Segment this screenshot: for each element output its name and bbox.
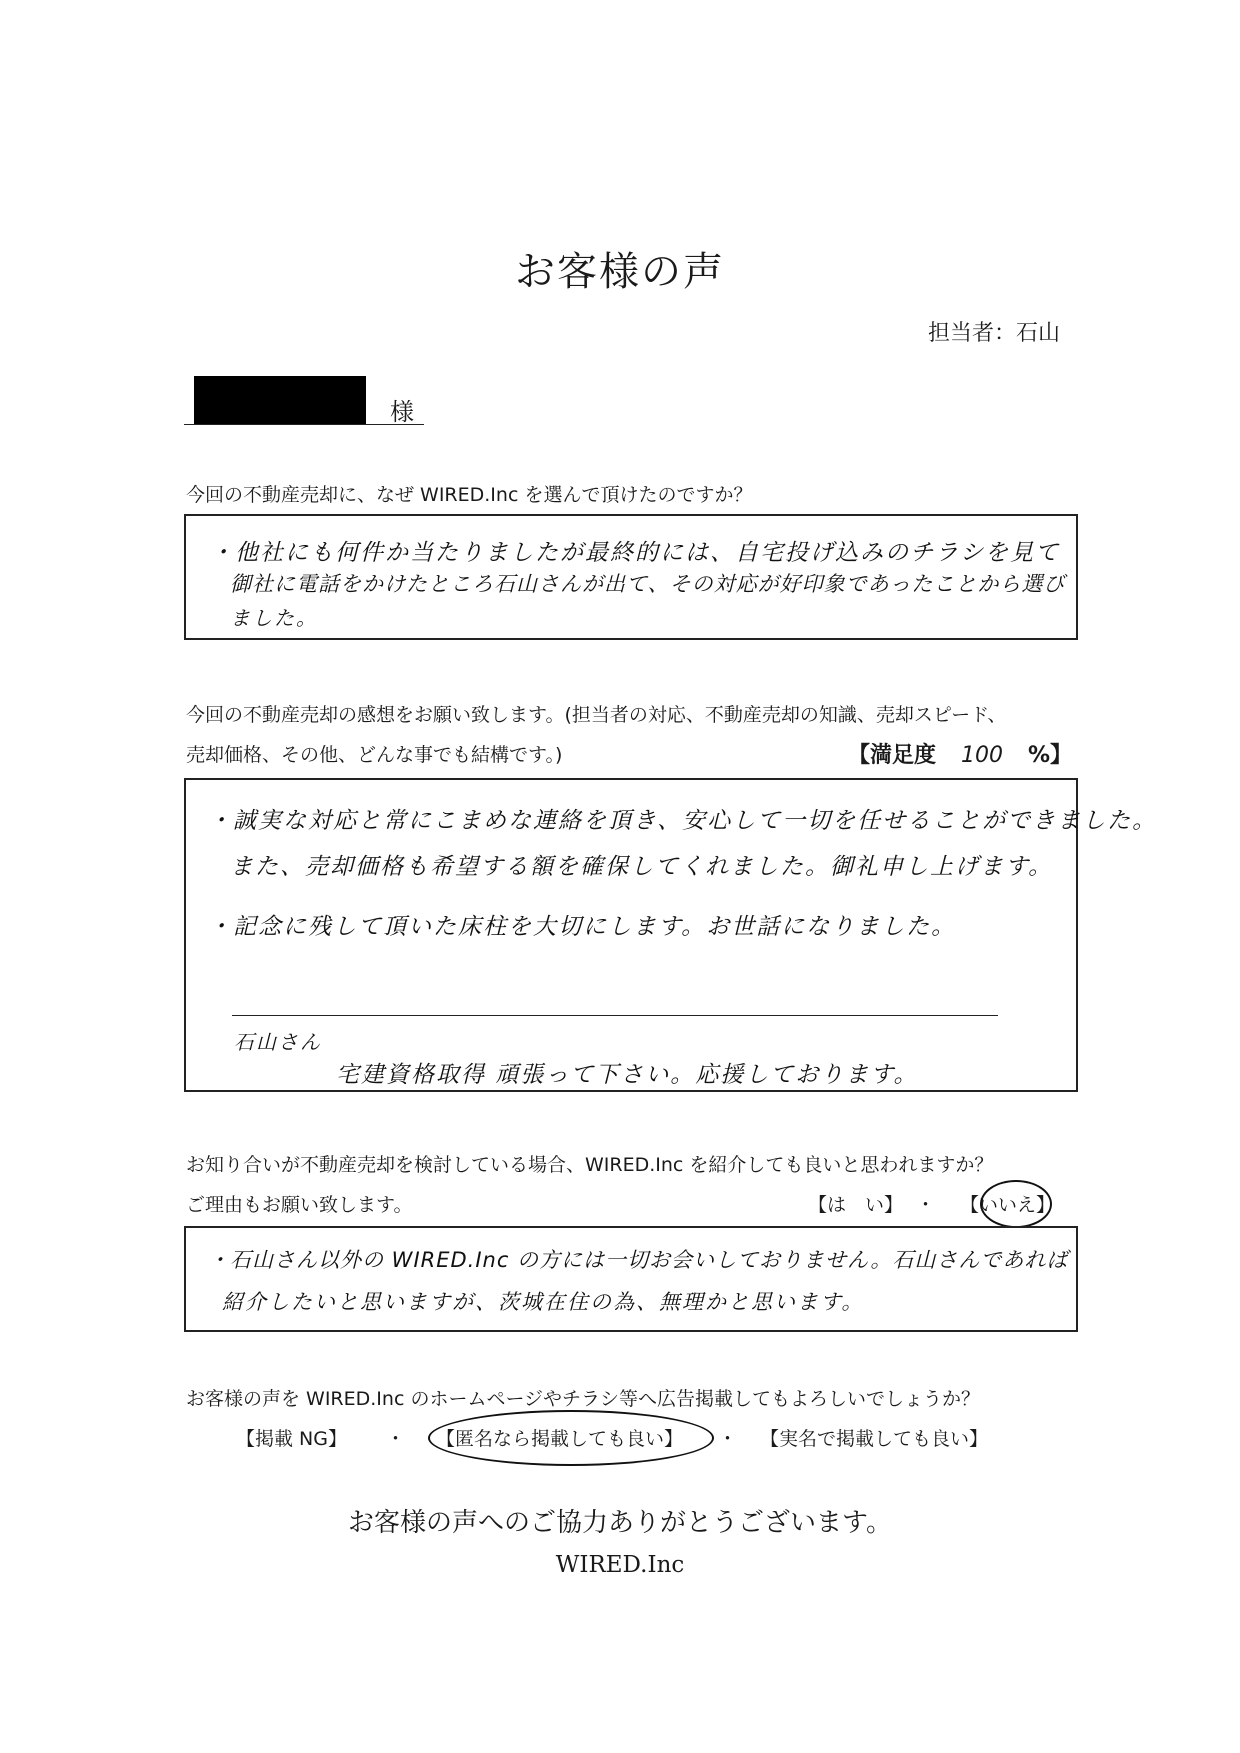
company-name: WIRED.Inc <box>555 1552 685 1578</box>
staff-label: 担当者：石山 <box>927 321 1060 346</box>
question-3-line-2: ご理由もお願い致します。 <box>186 1194 413 1216</box>
thanks-message: お客様の声へのご協力ありがとうございます。 <box>348 1508 892 1538</box>
note-message: 宅建資格取得 頑張って下さい。応援しております。 <box>336 1062 919 1088</box>
answer-1-line-2: 御社に電話をかけたところ石山さんが出て、その対応が好印象であったことから選び <box>230 572 1066 596</box>
selected-circle-anonymous <box>428 1410 714 1466</box>
option-ng: 【掲載 NG】 <box>236 1428 347 1450</box>
answer-3-line-1: ・石山さん以外の WIRED.Inc の方には一切お会いしておりません。石山さんであれば <box>208 1248 1069 1272</box>
answer-1-line-1: ・他社にも何件か当たりましたが最終的には、自宅投げ込みのチラシを見て <box>210 540 1060 566</box>
option-separator-2: ・ <box>718 1428 738 1450</box>
option-realname: 【実名で掲載しても良い】 <box>760 1428 989 1450</box>
answer-box-2 <box>184 778 1158 1092</box>
question-2-line-2: 売却価格、その他、どんな事でも結構です。) <box>186 744 563 766</box>
satisfaction-open: 【満足度 <box>847 743 936 768</box>
note-divider <box>232 1015 998 1016</box>
honorific: 様 <box>390 398 414 426</box>
answer-2-line-1: ・誠実な対応と常にこまめな連絡を頂き、安心して一切を任せることができました。 <box>208 808 1158 834</box>
satisfaction-value: 100 <box>960 743 1003 768</box>
question-1: 今回の不動産売却に、なぜ WIRED.Inc を選んで頂けたのですか？ <box>186 484 753 506</box>
answer-1-line-3: ました。 <box>230 606 318 630</box>
answer-3-line-2: 紹介したいと思いますが、茨城在住の為、無理かと思います。 <box>222 1290 865 1314</box>
page-title: お客様の声 <box>515 249 725 295</box>
satisfaction-close: %】 <box>1027 743 1072 768</box>
answer-2-line-3: ・記念に残して頂いた床柱を大切にします。お世話になりました。 <box>208 914 957 940</box>
customer-name-field <box>184 376 424 426</box>
question-4: お客様の声を WIRED.Inc のホームページやチラシ等へ広告掲載してもよろしいでしょうか？ <box>186 1388 981 1410</box>
question-3-line-1: お知り合いが不動産売却を検討している場合、WIRED.Inc を紹介しても良いと思われますか？ <box>186 1154 994 1176</box>
redacted-name <box>194 376 366 424</box>
option-anonymous: 【匿名なら掲載しても良い】 <box>436 1428 684 1450</box>
option-yes: 【は い】 <box>808 1194 904 1216</box>
answer-2-line-2: また、売却価格も希望する額を確保してくれました。御礼申し上げます。 <box>230 854 1054 880</box>
answer-box-1 <box>184 514 1078 640</box>
selected-circle-no <box>980 1180 1052 1228</box>
option-separator: ・ <box>916 1194 936 1216</box>
name-underline <box>184 424 424 425</box>
option-separator-1: ・ <box>386 1428 406 1450</box>
satisfaction-rating <box>848 738 1072 769</box>
answer-box-3 <box>184 1226 1078 1332</box>
option-no: 【いいえ】 <box>960 1194 1056 1216</box>
note-name: 石山さん <box>234 1030 322 1054</box>
question-2-line-1: 今回の不動産売却の感想をお願い致します。(担当者の対応、不動産売却の知識、売却スピード、 <box>186 704 1007 726</box>
